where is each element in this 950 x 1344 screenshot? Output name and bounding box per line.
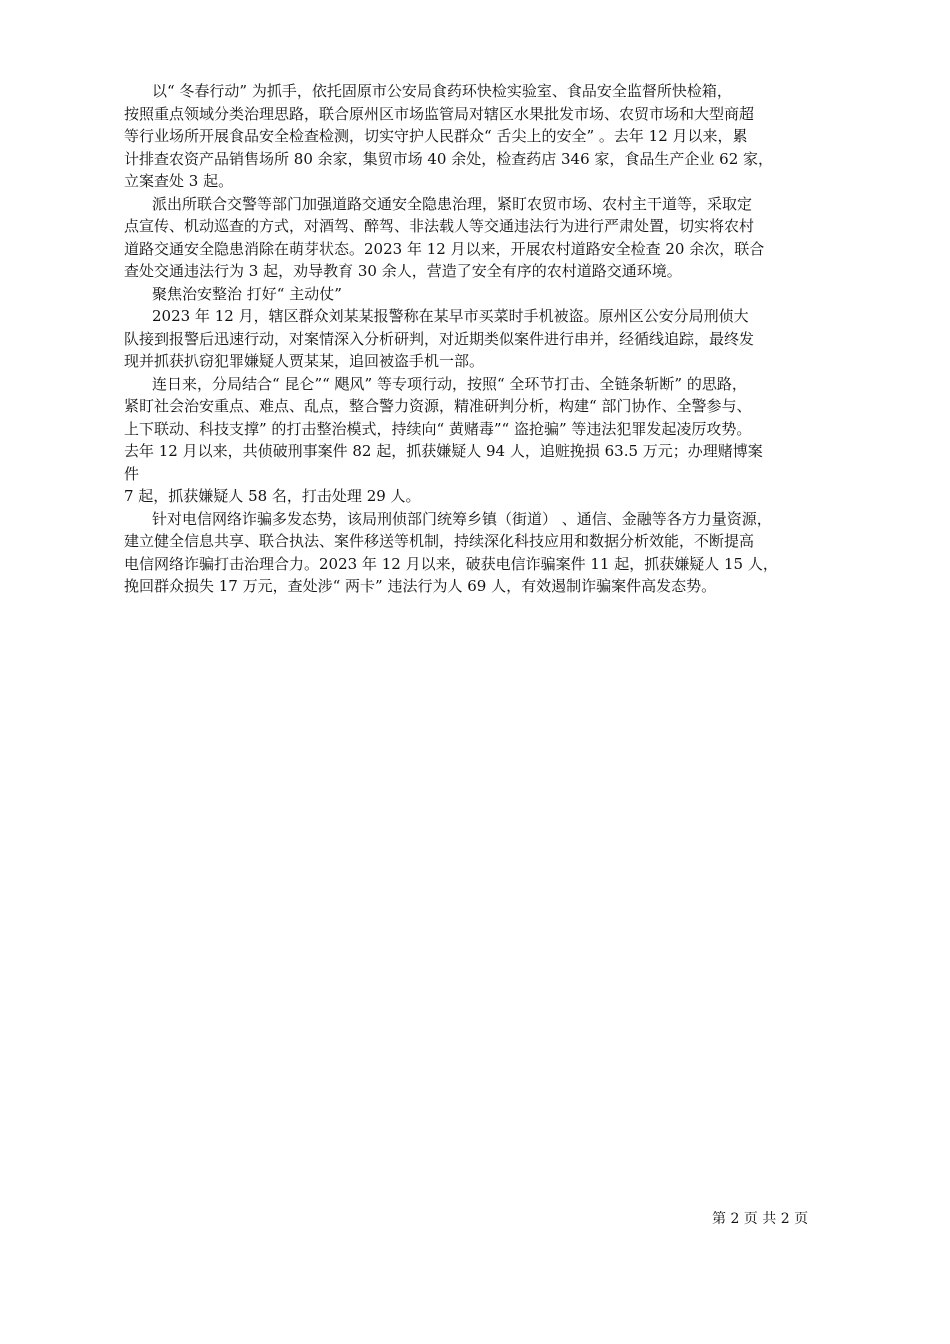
paragraph-special-campaign <box>124 373 840 508</box>
text-line: 上下联动、科技支撑” 的打击整治模式，持续向“ 黄赌毒”“ 盗抢骗” 等违法犯罪发起凌厉攻势。 <box>124 419 752 438</box>
text-line: 立案查处 3 起。 <box>124 172 234 190</box>
paragraph-telecom-fraud <box>124 508 840 598</box>
text-line: 建立健全信息共享、联合执法、案件移送等机制，持续深化科技应用和数据分析效能，不断提高 <box>124 532 755 550</box>
text-line: 7 起，抓获嫌疑人 58 名，打击处理 29 人。 <box>124 487 421 505</box>
document-body <box>124 80 840 598</box>
text-line: 点宣传、机动巡查的方式，对酒驾、醉驾、非法载人等交通违法行为进行严肃处置，切实将农村 <box>124 217 755 235</box>
text-line: 电信网络诈骗打击治理合力。2023 年 12 月以来，破获电信诈骗案件 11 起，抓获嫌疑人 15 人， <box>124 554 778 573</box>
text-line: 去年 12 月以来，共侦破刑事案件 82 起，抓获嫌疑人 94 人，追赃挽损 63.5 万元；办理赌博案 <box>124 442 763 460</box>
text-line: 2023 年 12 月，辖区群众刘某某报警称在某早市买菜时手机被盗。原州区公安分局刑侦大 <box>152 307 749 325</box>
page-number-footer: 第 2 页 共 2 页 <box>712 1211 809 1227</box>
text-line: 紧盯社会治安重点、难点、乱点，整合警力资源，精准研判分析，构建“ 部门协作、全警参与、 <box>124 397 752 415</box>
text-line: 等行业场所开展食品安全检查检测，切实守护人民群众“ 舌尖上的安全” 。去年 12 月以来，累 <box>124 127 748 145</box>
text-line: 挽回群众损失 17 万元，查处涉“ 两卡” 违法行为人 69 人，有效遏制诈骗案件高发态势。 <box>124 577 717 595</box>
paragraph-winter-spring-action <box>124 80 840 193</box>
section-heading: 聚焦治安整治 打好“ 主动仗” <box>152 284 342 303</box>
text-line: 队接到报警后迅速行动，对案情深入分析研判，对近期类似案件进行串并，经循线追踪，最终发 <box>124 329 755 348</box>
text-line: 按照重点领域分类治理思路，联合原州区市场监管局对辖区水果批发市场、农贸市场和大型商超 <box>124 104 755 123</box>
paragraph-phone-theft-case <box>124 305 840 373</box>
text-line: 件 <box>124 464 140 483</box>
text-line: 针对电信网络诈骗多发态势，该局刑侦部门统筹乡镇（街道） 、通信、金融等各方力量资源， <box>152 509 772 528</box>
paragraph-road-safety <box>124 193 840 283</box>
text-line: 计排查农资产品销售场所 80 余家，集贸市场 40 余处，检查药店 346 家，食品生产企业 62 家， <box>124 149 774 168</box>
text-line: 连日来，分局结合“ 昆仑”“ 飓风” 等专项行动，按照“ 全环节打击、全链条斩断” 的思路， <box>152 374 747 393</box>
section-heading-security <box>124 283 840 306</box>
text-line: 现并抓获扒窃犯罪嫌疑人贾某某，追回被盗手机一部。 <box>124 352 485 370</box>
text-line: 以“ 冬春行动” 为抓手，依托固原市公安局食药环快检实验室、食品安全监督所快检箱， <box>152 82 732 100</box>
text-line: 派出所联合交警等部门加强道路交通安全隐患治理，紧盯农贸市场、农村主干道等，采取定 <box>152 194 753 213</box>
text-line: 查处交通违法行为 3 起，劝导教育 30 余人，营造了安全有序的农村道路交通环境。 <box>124 262 682 280</box>
text-line: 道路交通安全隐患消除在萌芽状态。2023 年 12 月以来，开展农村道路安全检查 20 余次，联合 <box>124 239 765 258</box>
